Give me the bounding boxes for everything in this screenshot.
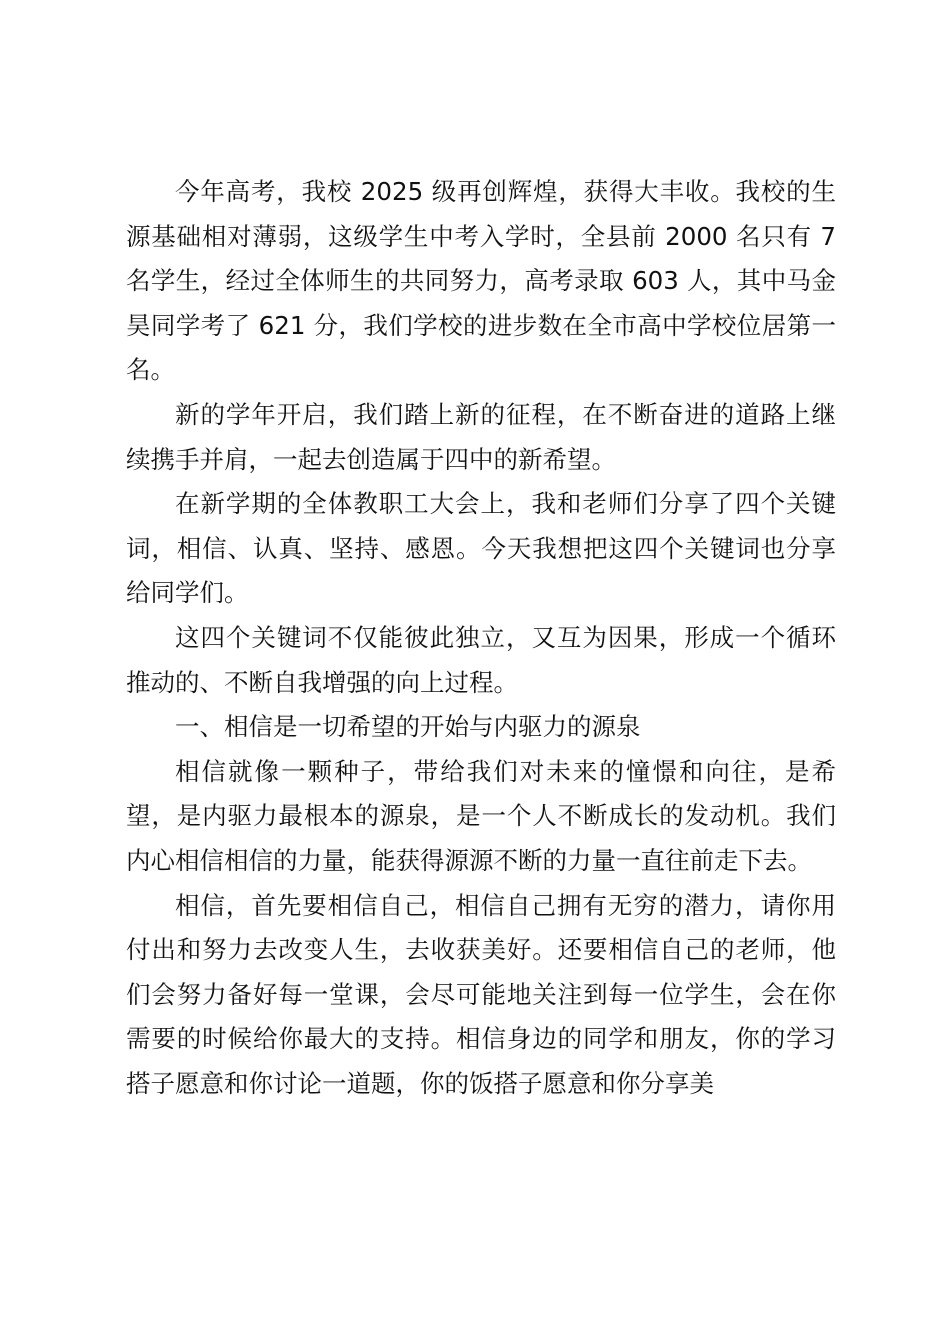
section-heading-believe: 一、相信是一切希望的开始与内驱力的源泉	[175, 712, 641, 742]
document-body	[126, 170, 836, 1106]
paragraph-new-school-year: 新的学年开启，我们踏上新的征程，在不断奋进的道路上继续携手并肩，一起去创造属于四中的新希望。	[126, 399, 836, 474]
paragraph-believe-yourself: 相信，首先要相信自己，相信自己拥有无穷的潜力，请你用付出和努力去改变人生，去收获美好。还要相信自己的老师，他们会努力备好每一堂课，会尽可能地关注到每一位学生，会在你需要的时候给你最大的支持。相信身边的同学和朋友，你的学习搭子愿意和你讨论一道题，你的饭搭子愿意和你分享美	[126, 890, 836, 1098]
paragraph-believe-seed: 相信就像一颗种子，带给我们对未来的憧憬和向往，是希望，是内驱力最根本的源泉，是一个人不断成长的发动机。我们内心相信相信的力量，能获得源源不断的力量一直往前走下去。	[126, 756, 836, 875]
paragraph-four-keywords: 在新学期的全体教职工大会上，我和老师们分享了四个关键词，相信、认真、坚持、感恩。今天我想把这四个关键词也分享给同学们。	[126, 489, 836, 608]
paragraph-keywords-relationship: 这四个关键词不仅能彼此独立，又互为因果，形成一个循环推动的、不断自我增强的向上过程。	[126, 622, 836, 697]
paragraph-exam-results: 今年高考，我校 2025 级再创辉煌，获得大丰收。我校的生源基础相对薄弱，这级学生中考入学时，全县前 2000 名只有 7 名学生，经过全体师生的共同努力，高考录取 603 人，其中马金昊同学考了 621 分，我们学校的进步数在全市高中学校位居第一名。	[126, 177, 836, 385]
